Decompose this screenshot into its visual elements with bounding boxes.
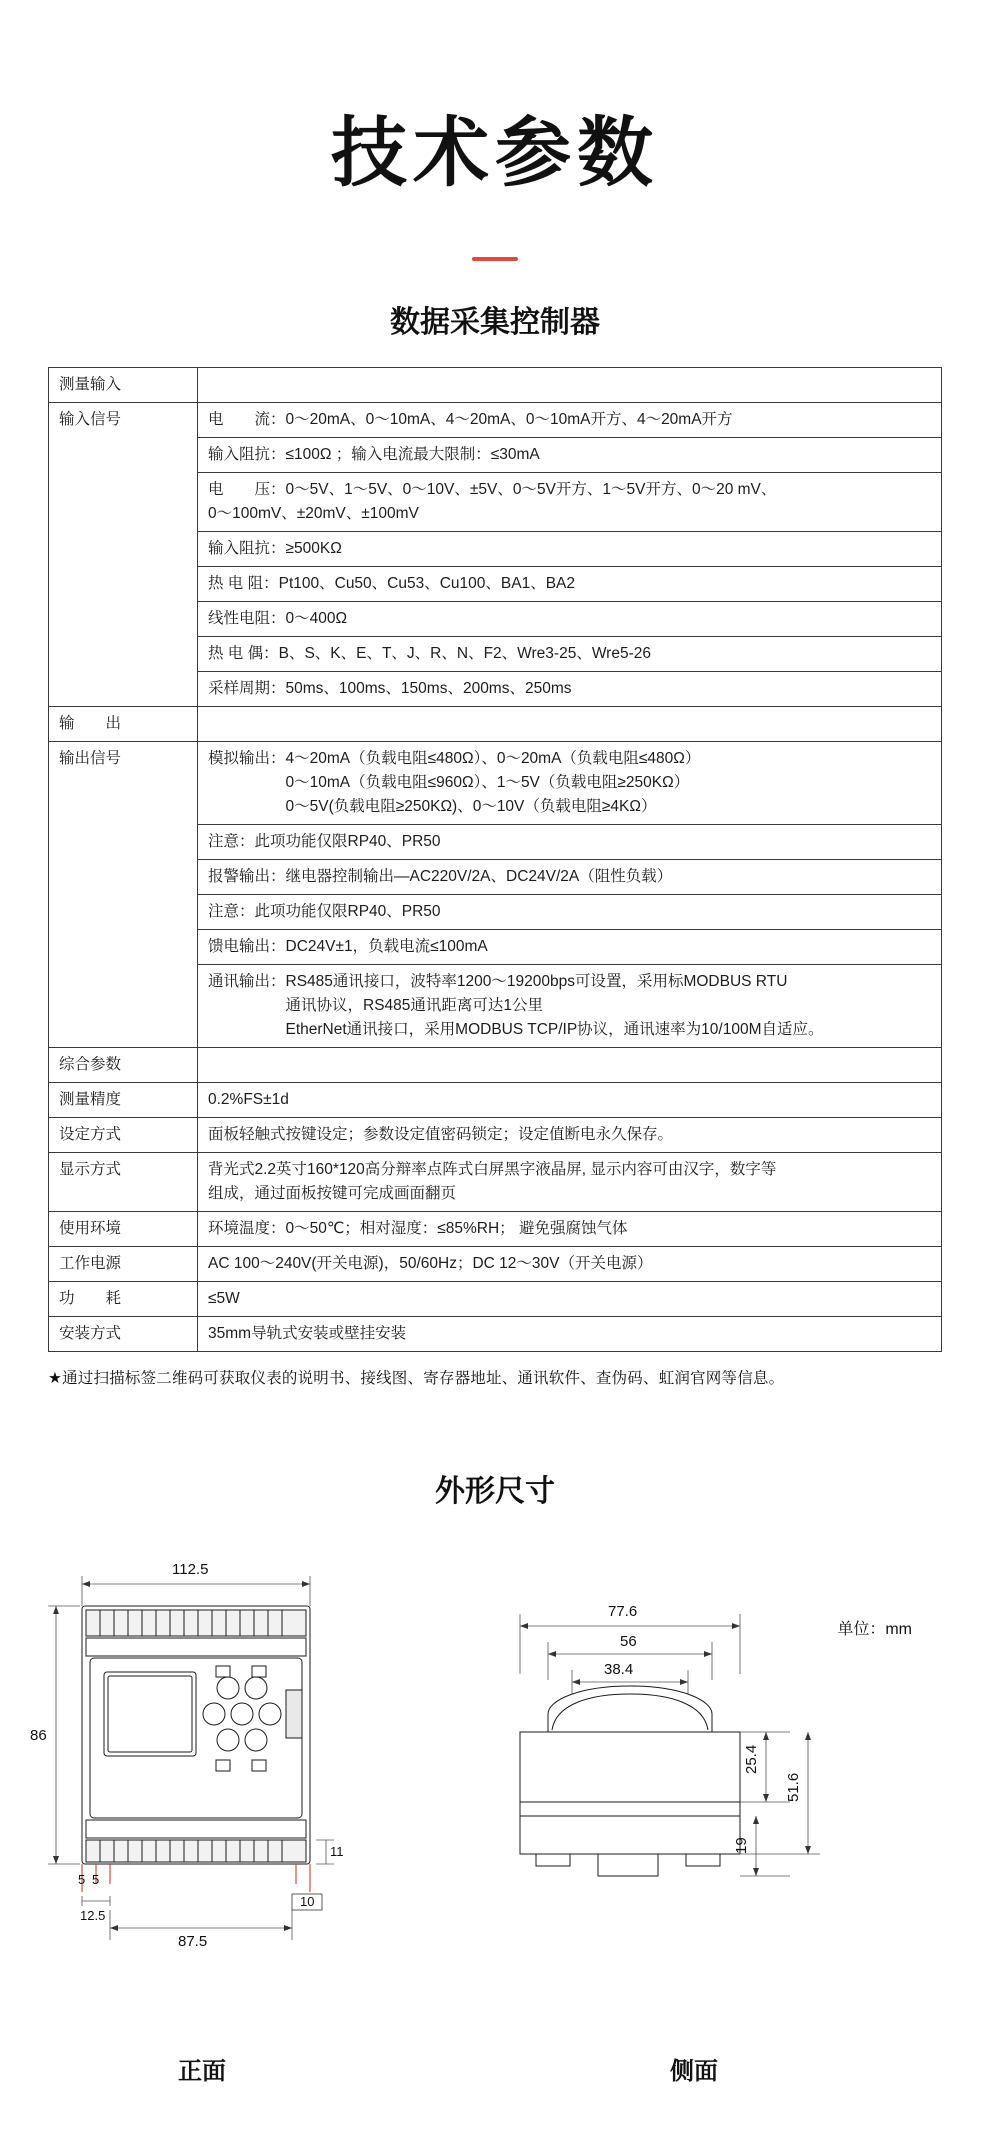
spec-label-cont xyxy=(49,672,198,707)
dim-side-h-mid: 25.4 xyxy=(743,1745,760,1775)
spec-value xyxy=(198,1153,942,1212)
spec-value xyxy=(198,1317,942,1352)
table-row xyxy=(49,930,942,965)
spec-value xyxy=(198,1212,942,1247)
table-row xyxy=(49,742,942,825)
spec-line: 热 电 偶：B、S、K、E、T、J、R、N、F2、Wre3-25、Wre5-26 xyxy=(208,645,651,663)
table-row xyxy=(49,707,942,742)
spec-line: 采样周期：50ms、100ms、150ms、200ms、250ms xyxy=(208,680,572,698)
spec-value xyxy=(198,368,942,403)
spec-value xyxy=(198,707,942,742)
dim-side-h-outer: 51.6 xyxy=(785,1773,802,1803)
spec-label: 输出信号 xyxy=(49,742,198,825)
spec-line: 线性电阻：0～400Ω xyxy=(208,610,348,628)
table-row xyxy=(49,368,942,403)
dim-side-width-outer: 77.6 xyxy=(608,1603,638,1621)
spec-line: 0.2%FS±1d xyxy=(208,1091,289,1109)
spec-value xyxy=(198,742,942,825)
table-row xyxy=(49,403,942,438)
dim-side-width-mid: 56 xyxy=(620,1633,637,1651)
table-row xyxy=(49,532,942,567)
side-view-drawing xyxy=(490,1554,890,2024)
table-row xyxy=(49,473,942,532)
spec-label: 安装方式 xyxy=(49,1317,198,1352)
page-title: 技术参数 xyxy=(331,108,659,197)
table-row xyxy=(49,672,942,707)
spec-label-cont xyxy=(49,895,198,930)
spec-label: 设定方式 xyxy=(49,1118,198,1153)
spec-line: 35mm导轨式安装或壁挂安装 xyxy=(208,1325,407,1343)
spec-table xyxy=(48,367,942,1352)
spec-value xyxy=(198,860,942,895)
spec-line: 注意：此项功能仅限RP40、PR50 xyxy=(208,903,441,921)
spec-line: 0～5V(负载电阻≥250KΩ)、0～10V（负载电阻≥4KΩ） xyxy=(208,798,657,816)
dimensions-area xyxy=(0,1544,990,2084)
dim-front-right-small: 11 xyxy=(330,1844,344,1860)
spec-line: 输入阻抗：≥500KΩ xyxy=(208,540,342,558)
spec-value xyxy=(198,1048,942,1083)
spec-value xyxy=(198,532,942,567)
table-row xyxy=(49,860,942,895)
table-row xyxy=(49,1212,942,1247)
table-row xyxy=(49,438,942,473)
star-note: ★通过扫描标签二维码可获取仪表的说明书、接线图、寄存器地址、通讯软件、查伪码、虹润官网等信息。 xyxy=(48,1370,785,1388)
spec-line: 环境温度：0～50℃；相对湿度：≤85%RH； 避免强腐蚀气体 xyxy=(208,1220,628,1238)
spec-label-cont xyxy=(49,532,198,567)
spec-line: 注意：此项功能仅限RP40、PR50 xyxy=(208,833,441,851)
table-row xyxy=(49,1083,942,1118)
spec-label: 功 耗 xyxy=(49,1282,198,1317)
spec-line: 面板轻触式按键设定；参数设定值密码锁定；设定值断电永久保存。 xyxy=(208,1126,674,1144)
spec-value xyxy=(198,930,942,965)
spec-value xyxy=(198,1118,942,1153)
spec-label: 使用环境 xyxy=(49,1212,198,1247)
spec-value xyxy=(198,965,942,1048)
front-view-caption: 正面 xyxy=(178,2058,226,2086)
table-row xyxy=(49,1282,942,1317)
table-row xyxy=(49,1317,942,1352)
spec-value xyxy=(198,672,942,707)
dim-front-bottom-main: 87.5 xyxy=(178,1933,208,1951)
spec-line: 电 流：0～20mA、0～10mA、4～20mA、0～10mA开方、4～20mA开方 xyxy=(208,411,733,429)
spec-label: 输入信号 xyxy=(49,403,198,438)
table-row xyxy=(49,567,942,602)
spec-label: 测量精度 xyxy=(49,1083,198,1118)
spec-value xyxy=(198,602,942,637)
spec-line: 电 压：0～5V、1～5V、0～10V、±5V、0～5V开方、1～5V开方、0～20 mV、 xyxy=(208,481,777,499)
table-row xyxy=(49,602,942,637)
table-row xyxy=(49,1118,942,1153)
dim-front-right-bottom: 10 xyxy=(300,1894,315,1910)
dim-front-bottom-small: 12.5 xyxy=(80,1908,106,1924)
spec-line: 馈电输出：DC24V±1，负载电流≤100mA xyxy=(208,938,488,956)
table-row xyxy=(49,895,942,930)
table-row xyxy=(49,1153,942,1212)
spec-line: ≤5W xyxy=(208,1290,240,1308)
spec-line: EtherNet通讯接口，采用MODBUS TCP/IP协议，通讯速率为10/100M自适应。 xyxy=(208,1021,824,1039)
spec-line: 热 电 阻：Pt100、Cu50、Cu53、Cu100、BA1、BA2 xyxy=(208,575,575,593)
dim-front-left-mark-2: 5 xyxy=(92,1872,100,1888)
spec-value xyxy=(198,637,942,672)
spec-label: 显示方式 xyxy=(49,1153,198,1212)
side-view-caption: 侧面 xyxy=(670,2058,718,2086)
spec-line: 背光式2.2英寸160*120高分辩率点阵式白屏黑字液晶屏, 显示内容可由汉字，数字等 xyxy=(208,1161,777,1179)
unit-label: 单位：mm xyxy=(837,1621,912,1639)
spec-label-cont xyxy=(49,825,198,860)
spec-line: 通讯输出：RS485通讯接口，波特率1200～19200bps可设置，采用标MODBUS RTU xyxy=(208,973,788,991)
dim-side-width-inner: 38.4 xyxy=(604,1661,634,1679)
front-view-drawing xyxy=(20,1554,440,2024)
spec-label-cont xyxy=(49,930,198,965)
table-row xyxy=(49,825,942,860)
table-row xyxy=(49,1247,942,1282)
spec-value xyxy=(198,895,942,930)
spec-line: 0～10mA（负载电阻≤960Ω）、1～5V（负载电阻≥250KΩ） xyxy=(208,774,690,792)
spec-value xyxy=(198,567,942,602)
spec-label: 综合参数 xyxy=(49,1048,198,1083)
spec-line: 模拟输出：4～20mA（负载电阻≤480Ω）、0～20mA（负载电阻≤480Ω） xyxy=(208,750,701,768)
spec-label-cont xyxy=(49,965,198,1048)
dim-side-h-inner: 19 xyxy=(733,1837,750,1855)
title-divider xyxy=(472,257,518,261)
spec-value xyxy=(198,473,942,532)
spec-value xyxy=(198,1282,942,1317)
spec-label-cont xyxy=(49,860,198,895)
spec-value xyxy=(198,825,942,860)
dim-front-height: 86 xyxy=(30,1727,47,1745)
spec-label: 测量输入 xyxy=(49,368,198,403)
dimensions-title: 外形尺寸 xyxy=(435,1475,555,1509)
spec-value xyxy=(198,1247,942,1282)
spec-label: 工作电源 xyxy=(49,1247,198,1282)
spec-table-wrap xyxy=(48,367,942,1352)
spec-line: 报警输出：继电器控制输出—AC220V/2A、DC24V/2A（阻性负载） xyxy=(208,868,673,886)
spec-value xyxy=(198,438,942,473)
table-row xyxy=(49,1048,942,1083)
section-title: 数据采集控制器 xyxy=(390,306,600,339)
dim-front-left-mark-1: 5 xyxy=(78,1872,86,1888)
spec-label-cont xyxy=(49,438,198,473)
spec-line: 0～100mV、±20mV、±100mV xyxy=(208,505,419,523)
spec-label-cont xyxy=(49,602,198,637)
spec-line: 输入阻抗：≤100Ω ；输入电流最大限制：≤30mA xyxy=(208,446,540,464)
spec-label-cont xyxy=(49,567,198,602)
spec-line: 组成，通过面板按键可完成画面翻页 xyxy=(208,1185,457,1203)
spec-line: AC 100～240V(开关电源)，50/60Hz；DC 12～30V（开关电源） xyxy=(208,1255,653,1273)
spec-label-cont xyxy=(49,473,198,532)
table-row xyxy=(49,637,942,672)
table-row xyxy=(49,965,942,1048)
spec-label: 输 出 xyxy=(49,707,198,742)
spec-label-cont xyxy=(49,637,198,672)
spec-value xyxy=(198,403,942,438)
spec-value xyxy=(198,1083,942,1118)
spec-line: 通讯协议，RS485通讯距离可达1公里 xyxy=(208,997,544,1015)
dim-front-width: 112.5 xyxy=(172,1561,209,1579)
